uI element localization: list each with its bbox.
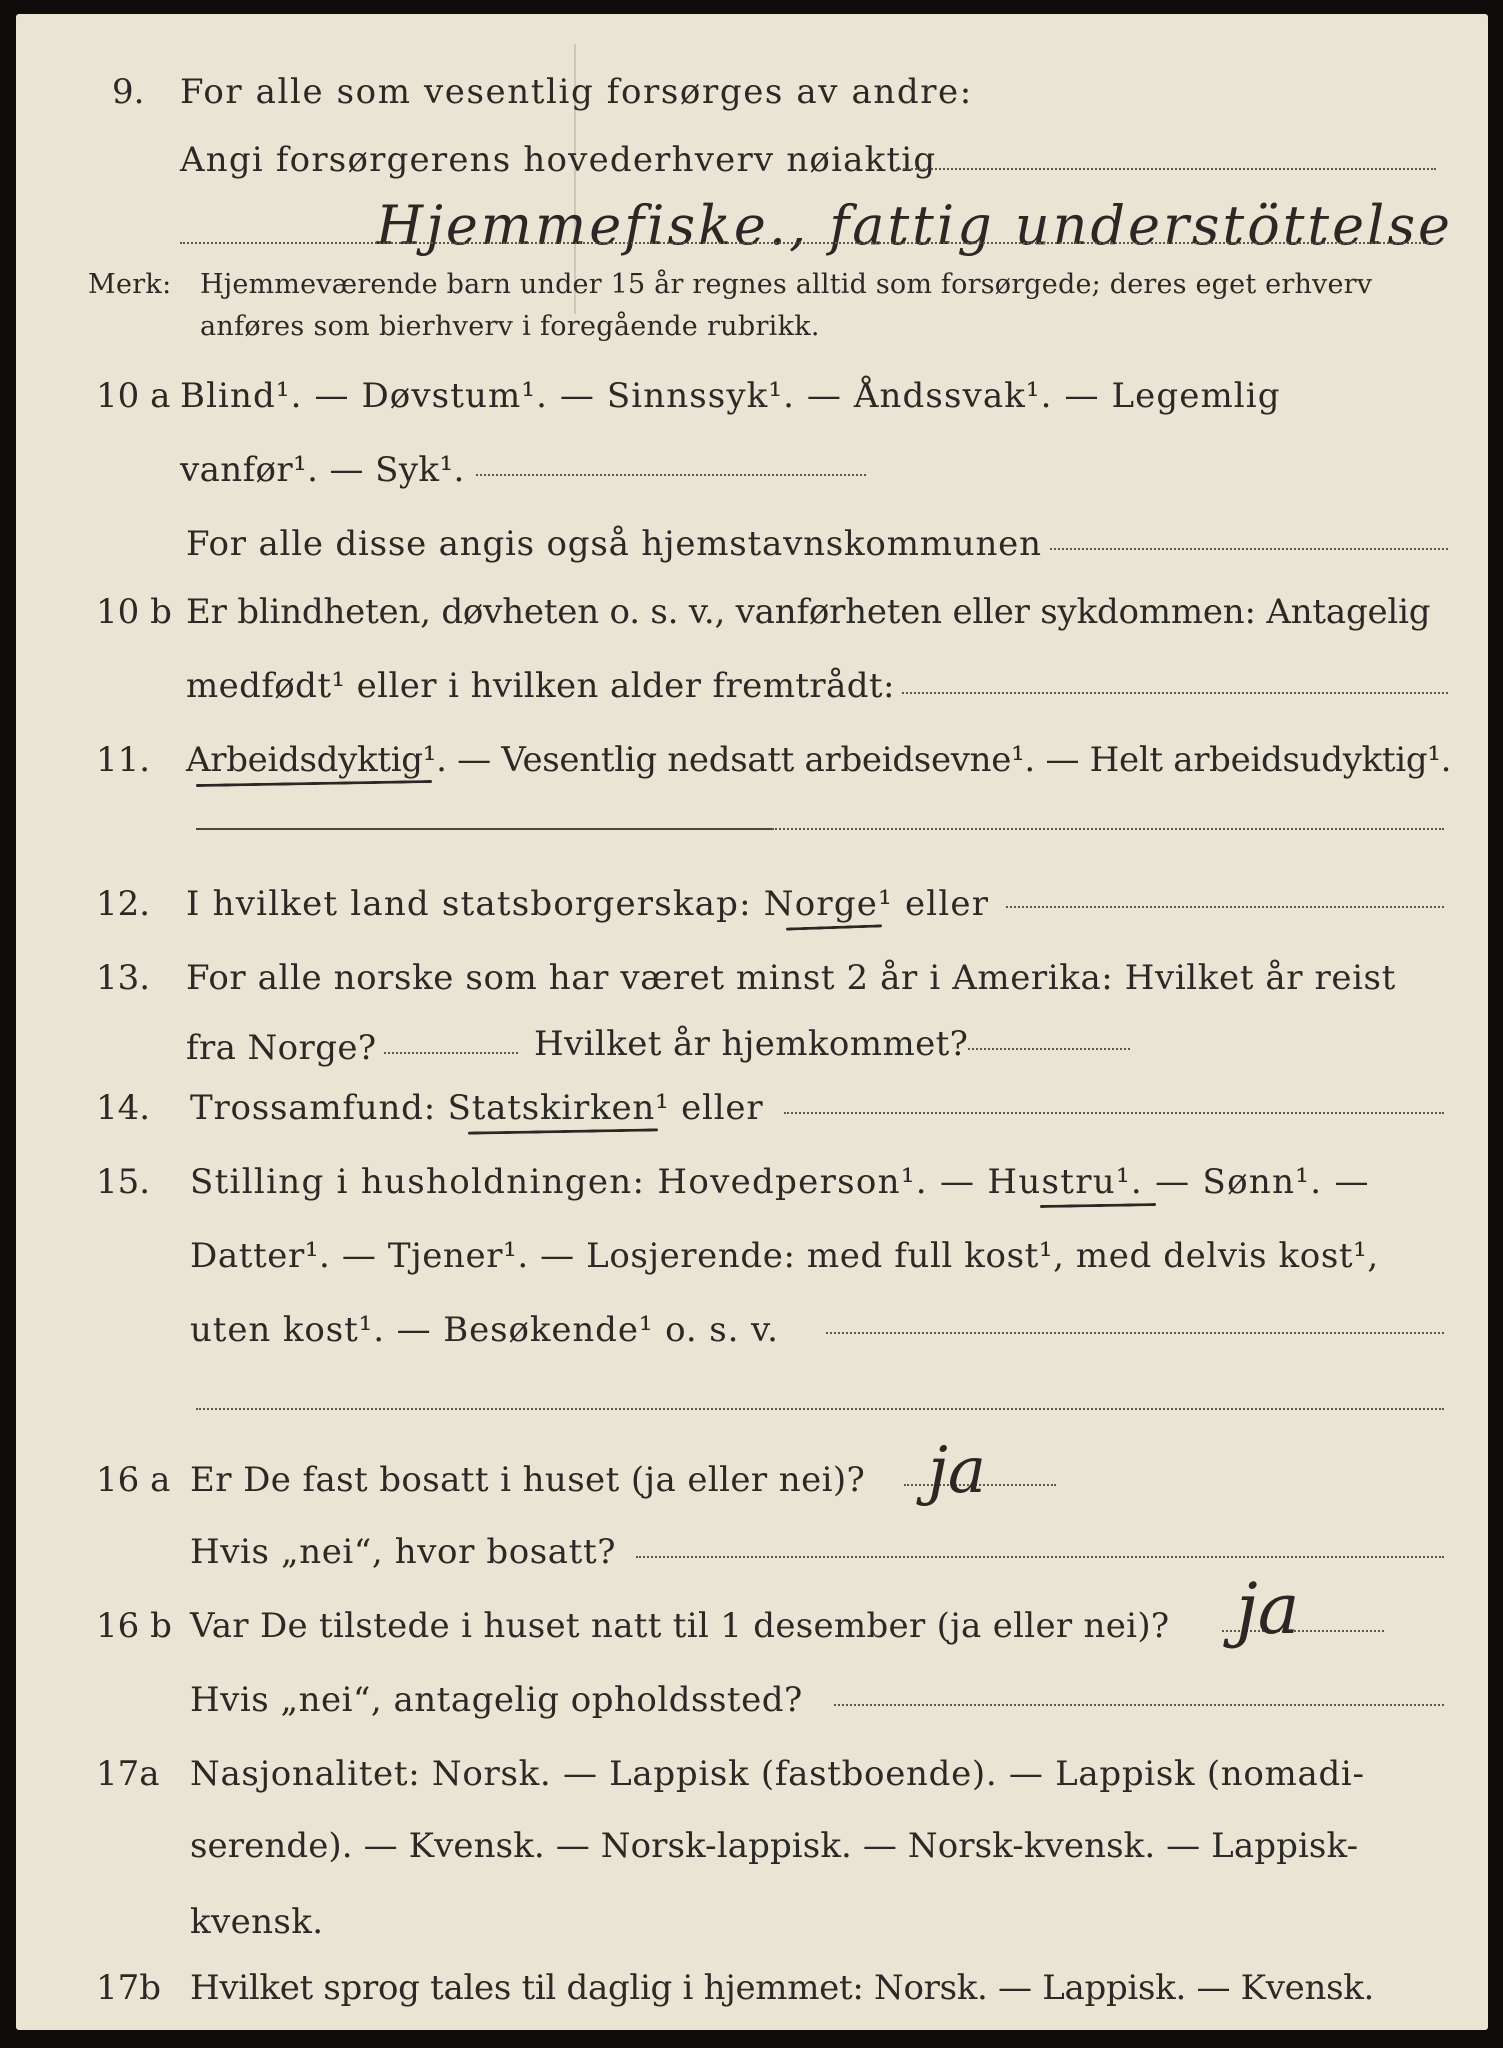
q13-right-fill-line — [968, 1048, 1130, 1050]
q12-fill-line — [1006, 906, 1444, 908]
q15-fill-line — [826, 1332, 1444, 1334]
q17b-line1: Hvilket sprog tales til daglig i hjemmet: Norsk. — Lappisk. — Kvensk. — [190, 1968, 1375, 2008]
q16b-line2: Hvis „nei“, antagelig opholdssted? — [190, 1680, 803, 1720]
q10b-line1: Er blindheten, døvheten o. s. v., vanførheten eller sykdommen: Antagelig — [186, 592, 1431, 632]
q13-left-fill-line — [384, 1052, 518, 1054]
q17b-number: 17b — [96, 1968, 162, 2008]
q9-line1: For alle som vesentlig forsørges av andre: — [180, 72, 973, 112]
q13-line1: For alle norske som har været minst 2 år i Amerika: Hvilket år reist — [186, 958, 1396, 998]
q12-underline-mark — [786, 924, 882, 930]
q10a-home-line — [1050, 548, 1448, 550]
q10a-number: 10 a — [96, 376, 171, 416]
q17a-number: 17a — [96, 1754, 160, 1794]
q9-number: 9. — [112, 72, 145, 112]
census-form-page — [16, 14, 1488, 2030]
q16a-where-line — [636, 1556, 1444, 1558]
q10a-line2: vanfør¹. — Syk¹. — [180, 450, 465, 490]
q10a-fill-line — [476, 474, 866, 476]
q16b-handwritten-answer[interactable]: ja — [1236, 1568, 1300, 1650]
q16a-number: 16 a — [96, 1460, 171, 1500]
q11-line1: Arbeidsdyktig¹. — Vesentlig nedsatt arbeidsevne¹. — Helt arbeidsudyktig¹. — [186, 740, 1452, 780]
q15-line2: Datter¹. — Tjener¹. — Losjerende: med full kost¹, med delvis kost¹, — [190, 1236, 1379, 1276]
q13-number: 13. — [96, 958, 151, 998]
q10a-line1: Blind¹. — Døvstum¹. — Sinnssyk¹. — Åndssvak¹. — Legemlig — [180, 376, 1281, 416]
q15-line3: uten kost¹. — Besøkende¹ o. s. v. — [190, 1310, 779, 1350]
q11-rule-right — [772, 828, 1444, 830]
q9-answer-line — [180, 242, 1436, 244]
q16a-line1: Er De fast bosatt i huset (ja eller nei)? — [190, 1460, 866, 1500]
q13-line2b: Hvilket år hjemkommet? — [534, 1024, 969, 1064]
q12-line1: I hvilket land statsborgerskap: Norge¹ eller — [186, 884, 990, 924]
q16b-line1: Var De tilstede i huset natt til 1 desember (ja eller nei)? — [190, 1606, 1170, 1646]
q11-rule-left — [196, 828, 772, 830]
q15-underline-mark — [1040, 1203, 1156, 1208]
merk-label: Merk: — [88, 269, 172, 300]
q15-line1: Stilling i husholdningen: Hovedperson¹. — Hustru¹. — Sønn¹. — — [190, 1162, 1370, 1202]
q9-handwritten-answer[interactable]: Hjemmefiske., fattig understöttelse — [376, 194, 1453, 257]
q11-underline-mark — [196, 780, 432, 787]
q10b-fill-line — [902, 692, 1448, 694]
q16b-where-line — [834, 1704, 1444, 1706]
q11-number: 11. — [96, 740, 151, 780]
q15-number: 15. — [96, 1162, 151, 1202]
q12-number: 12. — [96, 884, 151, 924]
merk-line2: anføres som bierhverv i foregående rubrikk. — [200, 311, 820, 342]
q17a-line2: serende). — Kvensk. — Norsk-lappisk. — Norsk-kvensk. — Lappisk- — [190, 1826, 1359, 1866]
q15-extra-line — [196, 1408, 1444, 1410]
q9-fill-line — [896, 168, 1436, 170]
q17a-line3: kvensk. — [190, 1902, 324, 1942]
merk-line1: Hjemmeværende barn under 15 år regnes alltid som forsørgede; deres eget erhverv — [200, 269, 1373, 300]
q10b-number: 10 b — [96, 592, 172, 632]
q14-underline-mark — [468, 1128, 658, 1134]
q14-number: 14. — [96, 1088, 151, 1128]
q16b-number: 16 b — [96, 1606, 172, 1646]
q14-line1: Trossamfund: Statskirken¹ eller — [190, 1088, 764, 1128]
q10a-line3: For alle disse angis også hjemstavnskommunen — [186, 524, 1042, 564]
q17a-line1: Nasjonalitet: Norsk. — Lappisk (fastboende). — Lappisk (nomadi- — [190, 1754, 1365, 1794]
q13-line2a: fra Norge? — [186, 1028, 377, 1068]
q10b-line2: medfødt¹ eller i hvilken alder fremtrådt: — [186, 666, 895, 706]
q16a-line2: Hvis „nei“, hvor bosatt? — [190, 1532, 617, 1572]
q14-fill-line — [784, 1112, 1444, 1114]
q9-line2: Angi forsørgerens hovederhverv nøiaktig — [180, 140, 937, 180]
q16a-handwritten-answer[interactable]: ja — [928, 1434, 986, 1508]
